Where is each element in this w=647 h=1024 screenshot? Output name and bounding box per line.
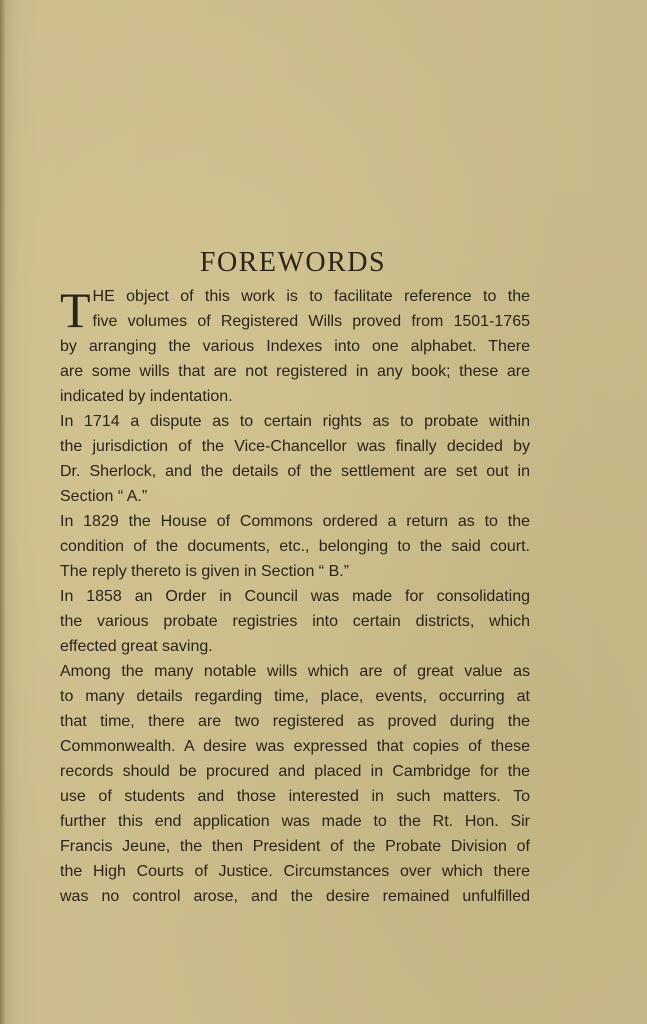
text-line: In 1829 the House of Commons ordered a return as to the xyxy=(60,513,530,530)
text-line: In 1714 a dispute as to certain rights as to probate within xyxy=(60,413,530,430)
text-line: the High Courts of Justice. Circumstances over which there xyxy=(60,863,530,880)
text-line: Section “ A.” xyxy=(60,488,148,505)
text-line: Among the many notable wills which are of great value as xyxy=(60,663,530,680)
text-line: Francis Jeune, the then President of the Probate Division of xyxy=(60,838,530,855)
text-line: The reply thereto is given in Section “ B.” xyxy=(60,563,350,580)
paragraph-5 xyxy=(60,659,530,909)
text-line: HE object of this work is to facilitate reference to the xyxy=(92,288,530,305)
text-line: use of students and those interested in such matters. To xyxy=(60,788,530,805)
text-line: records should be procured and placed in Cambridge for the xyxy=(60,763,530,780)
text-line: Dr. Sherlock, and the details of the settlement are set out in xyxy=(60,463,530,480)
drop-cap-letter: T xyxy=(60,282,91,338)
paragraph-3 xyxy=(60,509,530,584)
text-line: effected great saving. xyxy=(60,638,213,655)
text-line: further this end application was made to the Rt. Hon. Sir xyxy=(60,813,530,830)
text-line: by arranging the various Indexes into one alphabet. There xyxy=(60,338,530,355)
text-line: indicated by indentation. xyxy=(60,388,233,405)
paragraph-4 xyxy=(60,584,530,659)
text-line: condition of the documents, etc., belonging to the said court. xyxy=(60,538,530,555)
text-line: the jurisdiction of the Vice-Chancellor was finally decided by xyxy=(60,438,530,455)
text-line: In 1858 an Order in Council was made for consolidating xyxy=(60,588,530,605)
foreword-body xyxy=(60,284,530,909)
paragraph-2 xyxy=(60,409,530,509)
text-line: to many details regarding time, place, events, occurring at xyxy=(60,688,530,705)
text-line: was no control arose, and the desire remained unfulfilled xyxy=(60,888,530,905)
text-line: that time, there are two registered as proved during the xyxy=(60,713,530,730)
text-line: Commonwealth. A desire was expressed that copies of these xyxy=(60,738,530,755)
page-binding-edge xyxy=(0,0,6,1024)
page-title: FOREWORDS xyxy=(199,247,387,278)
text-line: the various probate registries into certain districts, which xyxy=(60,613,530,630)
text-line: five volumes of Registered Wills proved from 1501-1765 xyxy=(92,313,530,330)
paragraph-1 xyxy=(60,284,530,409)
text-line: are some wills that are not registered in any book; these are xyxy=(60,363,530,380)
